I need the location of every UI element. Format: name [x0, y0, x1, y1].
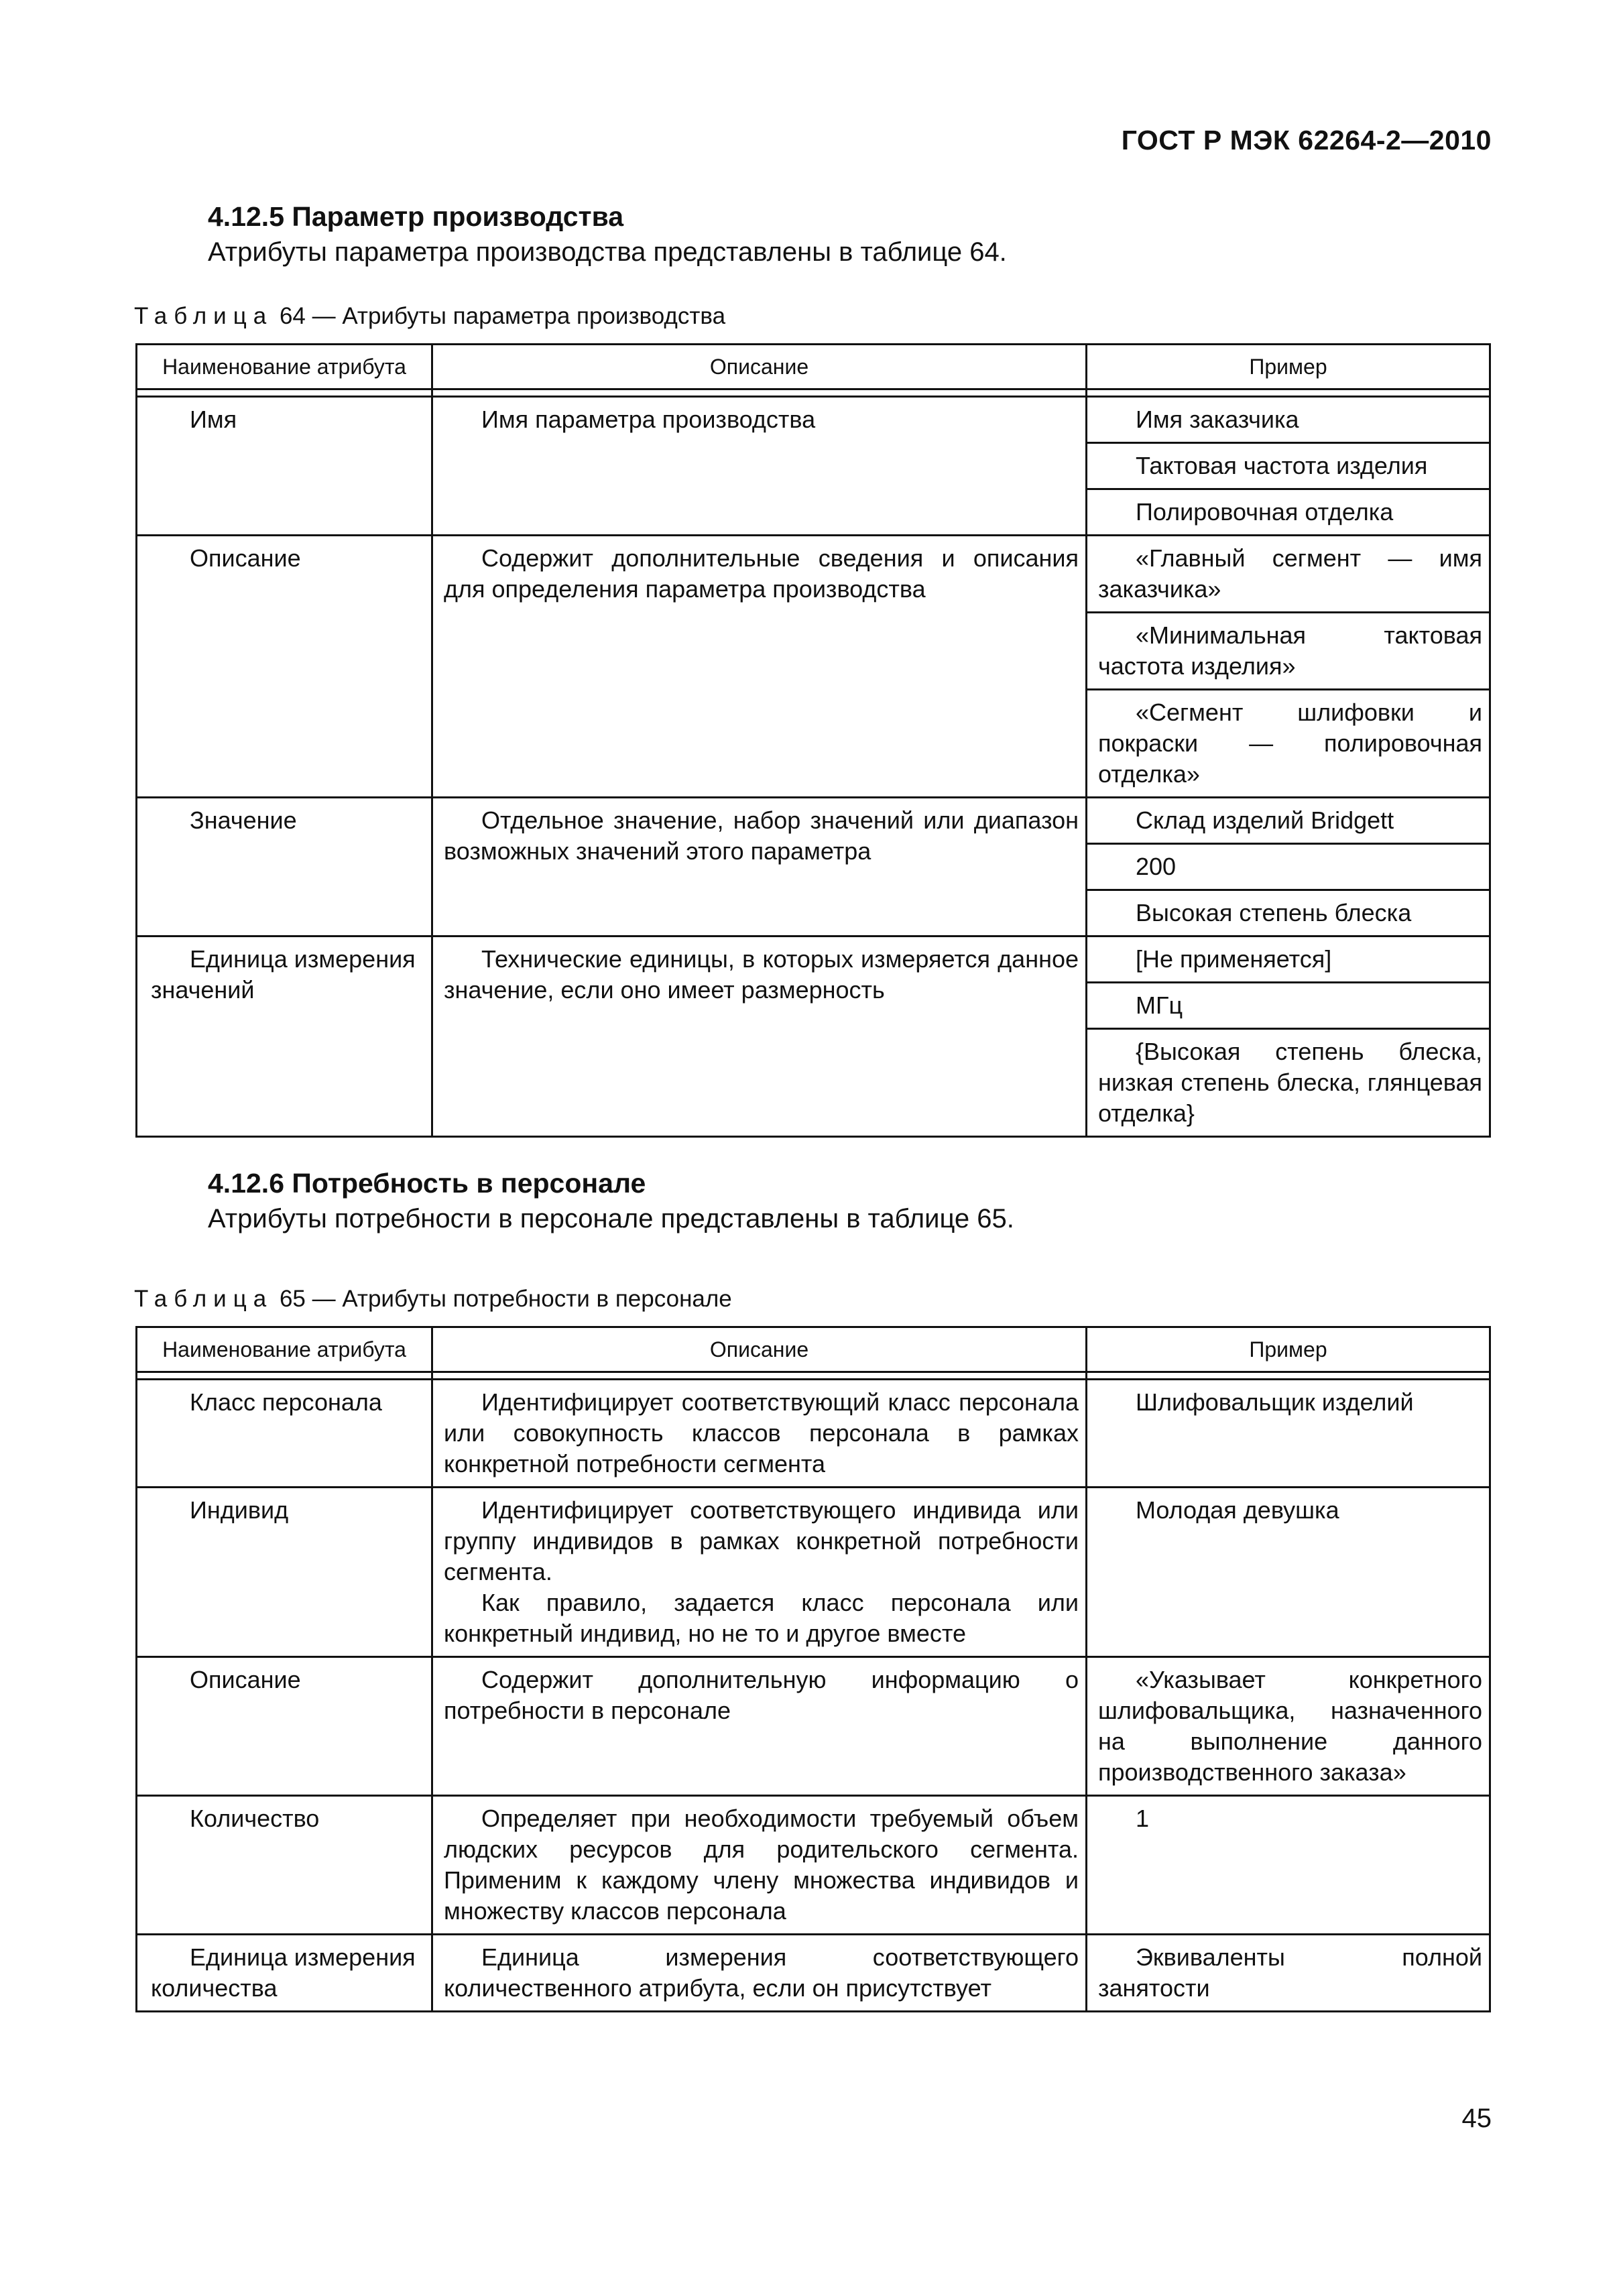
example-value: 1 [1136, 1805, 1150, 1832]
attribute-name: Описание [190, 1666, 301, 1693]
column-header-description: Описание [432, 1327, 1087, 1372]
attribute-description: Технические единицы, в которых измеряется данное значение, если оно имеет размерность [444, 945, 1079, 1004]
attribute-description: Определяет при необходимости требуемый объем людских ресурсов для родительского сегмента. Применим к каждому члену множества индивидов и множеству классов персонала [444, 1805, 1079, 1925]
caption-text: 64 — Атрибуты параметра производства [273, 303, 726, 329]
section-intro-4-12-5: Атрибуты параметра производства представлены в таблице 64. [208, 237, 1007, 267]
example-value: Высокая степень блеска [1136, 899, 1412, 926]
table-row [137, 536, 1490, 613]
table-row [137, 1796, 1490, 1935]
attribute-description: Идентифицирует соответствующего индивида или группу индивидов в рамках конкретной потребности сегмента. [444, 1496, 1079, 1585]
column-header-name: Наименование атрибута [137, 1327, 432, 1372]
table-row [137, 397, 1490, 443]
table-row [137, 1657, 1490, 1796]
attribute-name: Значение [190, 806, 297, 834]
example-value: «Указывает конкретного шлифовальщика, назначенного на выполнение данного производственного заказа» [1098, 1666, 1482, 1786]
table-row [137, 1380, 1490, 1488]
attribute-description: Идентифицирует соответствующий класс персонала или совокупность классов персонала в рамках конкретной потребности сегмента [444, 1388, 1079, 1477]
attribute-description: Содержит дополнительную информацию о потребности в персонале [444, 1666, 1079, 1724]
document-code-header: ГОСТ Р МЭК 62264-2—2010 [1121, 125, 1492, 156]
attribute-description: Единица измерения соответствующего количественного атрибута, если он присутствует [444, 1943, 1079, 2002]
page-number: 45 [1461, 2104, 1492, 2133]
example-value: Эквиваленты полной занятости [1098, 1943, 1482, 2002]
example-value: Шлифовальщик изделий [1136, 1388, 1414, 1416]
example-value: Полировочная отделка [1136, 498, 1394, 526]
table-65-caption [134, 1286, 732, 1313]
attribute-description: Отдельное значение, набор значений или диапазон возможных значений этого параметра [444, 806, 1079, 865]
attribute-name: Индивид [190, 1496, 289, 1524]
attribute-name: Единица измерения количества [151, 1943, 416, 2002]
example-value: Склад изделий Bridgett [1136, 806, 1394, 834]
example-value: Тактовая частота изделия [1136, 452, 1428, 479]
caption-label: Таблица [134, 303, 274, 329]
example-value: {Высокая степень блеска, низкая степень блеска, глянцевая отделка} [1098, 1038, 1482, 1127]
example-value: Имя заказчика [1136, 406, 1299, 433]
example-value: «Главный сегмент — имя заказчика» [1098, 544, 1482, 603]
column-header-example: Пример [1087, 345, 1490, 389]
attribute-description: Содержит дополнительные сведения и описания для определения параметра производства [444, 544, 1079, 603]
attribute-description-note: Как правило, задается класс персонала или конкретный индивид, но не то и другое вместе [444, 1589, 1079, 1647]
column-header-name: Наименование атрибута [137, 345, 432, 389]
attribute-name: Имя [190, 406, 237, 433]
table-row [137, 1488, 1490, 1657]
example-value: Молодая девушка [1136, 1496, 1339, 1524]
table-row [137, 798, 1490, 844]
attribute-name: Класс персонала [190, 1388, 382, 1416]
section-title-4-12-5: 4.12.5 Параметр производства [208, 201, 624, 232]
table-65 [135, 1326, 1491, 2012]
table-64 [135, 343, 1491, 1138]
example-value: «Сегмент шлифовки и покраски — полировочная отделка» [1098, 699, 1482, 788]
attribute-name: Количество [190, 1805, 320, 1832]
example-value: [Не применяется] [1136, 945, 1332, 973]
column-header-example: Пример [1087, 1327, 1490, 1372]
example-value: МГц [1136, 991, 1183, 1019]
example-value: «Минимальная тактовая частота изделия» [1098, 621, 1482, 680]
table-64-caption [134, 303, 725, 330]
section-title-4-12-6: 4.12.6 Потребность в персонале [208, 1168, 646, 1199]
section-intro-4-12-6: Атрибуты потребности в персонале представлены в таблице 65. [208, 1204, 1014, 1233]
caption-label: Таблица [134, 1286, 274, 1312]
table-row [137, 1935, 1490, 2012]
column-header-description: Описание [432, 345, 1087, 389]
example-value: 200 [1136, 853, 1177, 880]
attribute-description: Имя параметра производства [481, 406, 816, 433]
attribute-name: Описание [190, 544, 301, 572]
table-row [137, 936, 1490, 983]
caption-text: 65 — Атрибуты потребности в персонале [273, 1286, 732, 1312]
attribute-name: Единица измерения значений [151, 945, 416, 1004]
